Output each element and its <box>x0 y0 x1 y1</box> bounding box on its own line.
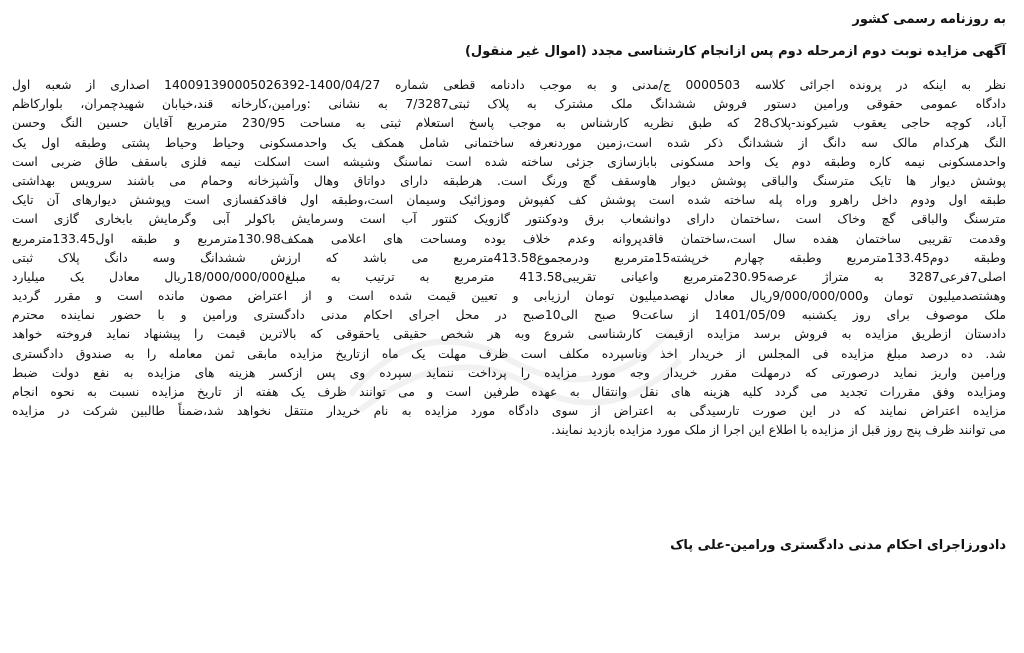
body-line: ورامین واریز نماید درصورتی که درمهلت مقرر خریدار وجه مورد مزایده را پرداخت ننماید سپرده وی پس ازکسر هزینه های مزایده به نفع دولت ضبط <box>12 365 1006 380</box>
body-line: ومزایده وفق مقررات تجدید می گردد کلیه هزینه های نقل وانتقال به عهده طرفین است و می توانند ظرف یک هفته از تاریخ مزایده نسبت به نحوه انجام <box>12 385 1006 399</box>
body-line: اصلی7فرعی3287 به متراژ عرصه230.95مترمربع واعیانی تقریبی413.58 مترمربع به ترتیب به مبلغ18/000/000/000ریال معادل یک میلیارد <box>12 269 1006 284</box>
signature: دادورزاجرای احکام مدنی دادگستری ورامین-علی پاک <box>670 538 1006 553</box>
notice-body <box>12 76 1006 441</box>
body-line: مزایده اعتراض نمایند که در این صورت تارسیدگی به اعتراض از سوی دادگاه مورد مزایده به نام خریدار منتقل نخواهد شد،ضمناً طالبین شرکت در مزایده <box>12 404 1006 419</box>
body-line: شد. ده درصد مبلغ مزایده فی المجلس از خریدار اخذ وناسپرده مکلف است ظرف مهلت یک ماه ازتاریخ مزایده مابقی ثمن معامله را به صندوق دادگستری <box>12 346 1006 361</box>
notice-heading: آگهی مزایده نوبت دوم ازمرحله دوم پس ازانجام کارشناسی مجدد (اموال غیر منقول) <box>464 44 1006 59</box>
body-line: دادستان ازطریق مزایده به فروش برسد مزایده ازقیمت کارشناسی شروع وبه هر شخص حقیقی یاحقوقی که بالاترین قیمت را پیشنهاد نماید فروخته خواهد <box>12 327 1006 342</box>
body-line: نظر به اینکه در پرونده اجرائی کلاسه 0000503 ج/مدنی و به موجب دادنامه قطعی شماره 1400/04/27-140091390005026392 اصداری از شعبه اول <box>12 78 1006 92</box>
publication-source: به روزنامه رسمی کشور <box>852 12 1006 27</box>
body-line: پوشش دیوار ها تایک مترسنگ والباقی پوشش دیوار هاوسقف گچ ورنگ است. هرطبقه دارای دواتاق وهال وآشپزخانه وحمام می باشند سرویس بهداشتی <box>12 173 1006 188</box>
body-line: وهشتصدمیلیون تومان و9/000/000/000ریال معادل نهصدمیلیون تومان ارزیابی و تعیین قیمت شده است و از اعتراض مصون مانده است و مقرر گردید <box>12 289 1006 304</box>
body-line: النگ هرکدام مالک سه دانگ از ششدانگ ذکر شده است،زمین موردنعرفه ساختمانی شامل همکف یک واحدمسکونی وحیاط وحیاط پشتی وطبقه اول یک <box>12 135 1006 150</box>
body-line: وقدمت تقریبی ساختمان هفده سال است،ساختمان فاقدپروانه وعدم خلاف بوده ومساحت های اعلامی همکف130.98مترمربع و طبقه اول133.45مترمربع <box>12 231 1006 246</box>
body-line: ملک موصوف برای روز یکشنبه 1401/05/09 از ساعت9 صبح الی10صبح در محل اجرای احکام مدنی دادگستری ورامین و با حضور نماینده محترم <box>12 308 1006 323</box>
body-line: طبقه اول ودوم داخل راهرو وراه پله ساخته شده است پوشش کف کفپوش وموزائیک وسیمان است،وطبقه اول فاقدکفسازی است وپوشش دیوارهای آن تایک <box>12 193 1006 208</box>
body-line: واحدمسکونی نیمه کاره وطبقه دوم یک واحد مسکونی بابازسازی جزئی ساخته شده است نماسنگ وشیشه است اسکلت نیمه فلزی باسقف طاق ضربی است <box>12 154 1006 169</box>
body-line: می توانند ظرف پنج روز قبل از مزایده با اطلاع این اجرا از ملک مورد مزایده بازدید نمایند. <box>551 423 1006 438</box>
body-line: دادگاه عمومی حقوقی ورامین دستور فروش ششدانگ ملک مشترک به پلاک ثبتی7/3287 به نشانی :ورامین،کارخانه قند،خیابان شهیدچمران، بلوارکاظم <box>12 97 1006 112</box>
body-line: وطبقه دوم133.45مترمربع وطبقه چهارم خرپشته15مترمربع ودرمجموع413.58مترمربع می باشد که ارزش ششدانگ وسه دانگ پلاک ثبتی <box>12 250 1006 265</box>
body-line: مترسنگ والباقی گچ وخاک است ،ساختمان دارای دوانشعاب برق ودوکنتور گازویک کنتور آب است وسرمایش باکولر آبی وگرمایش بابخاری گازی است <box>12 212 1006 227</box>
body-line: آباد، کوچه حاجی یعقوب شیرکوند-پلاک28 که طبق نظریه کارشناس به موجب پاسخ استعلام ثبتی به مساحت 230/95 مترمربع آقایان حسین النگ وحسن <box>12 116 1006 131</box>
